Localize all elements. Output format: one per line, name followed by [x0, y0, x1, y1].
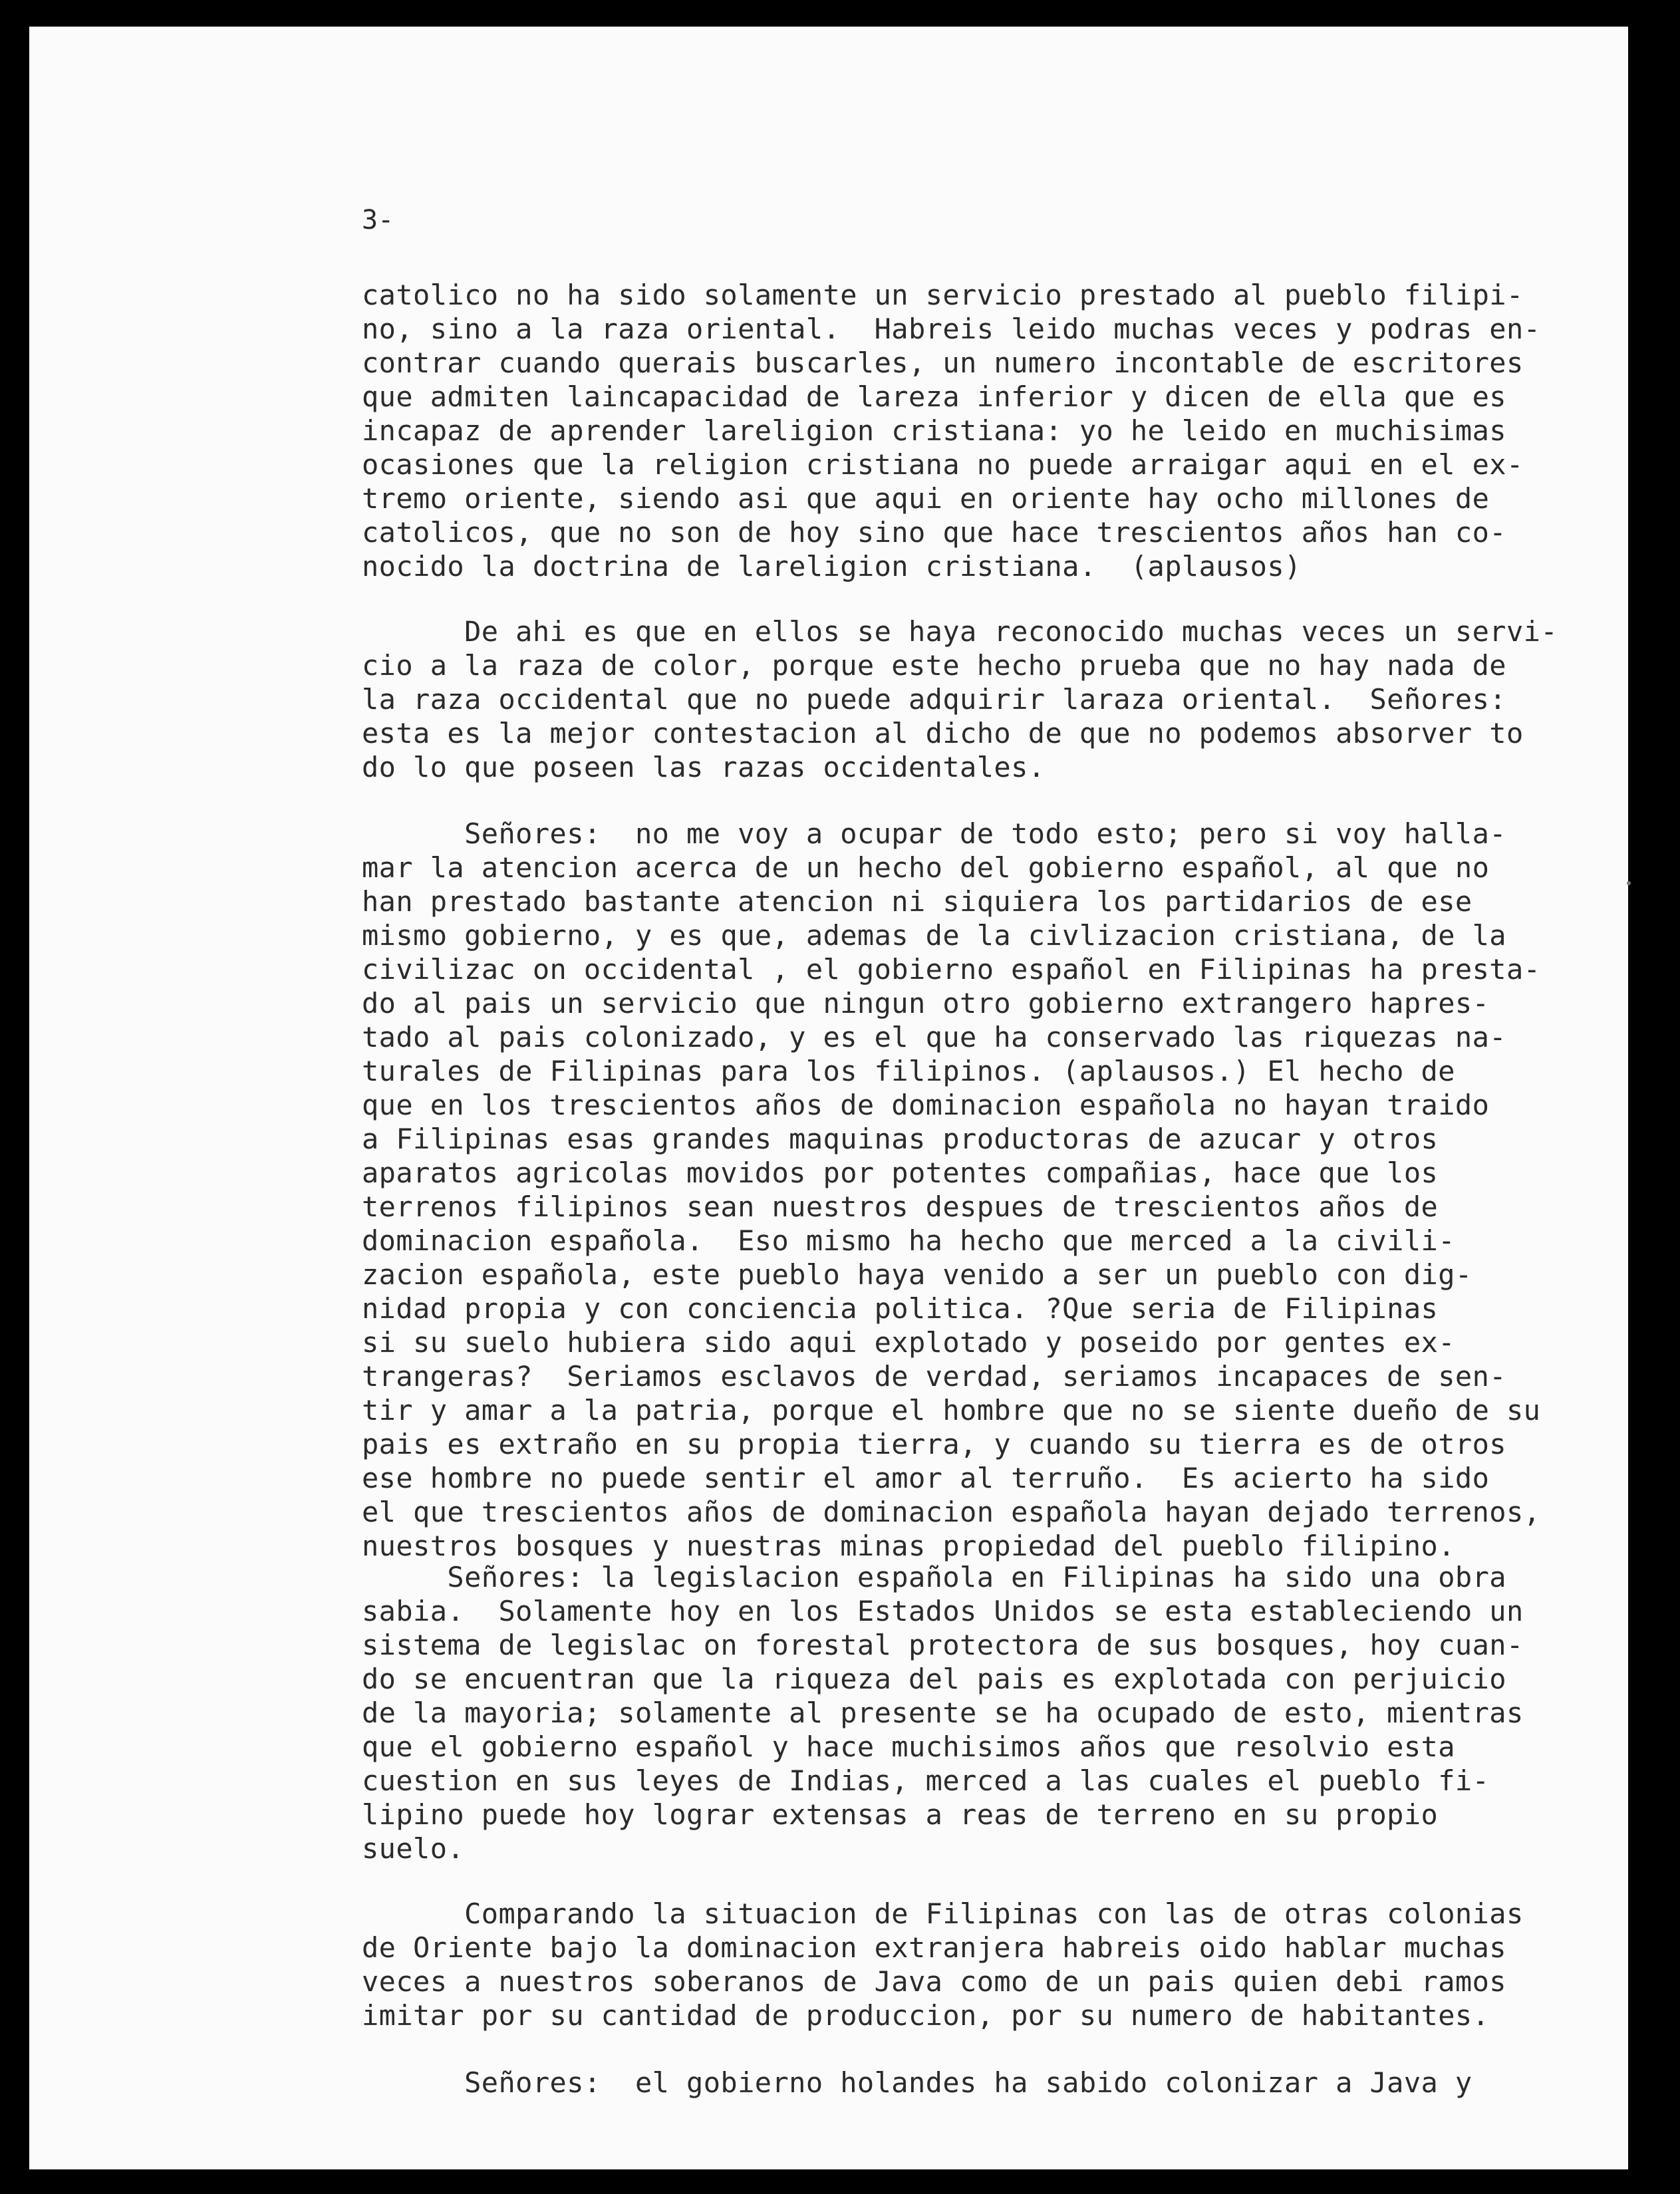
text-line: terrenos filipinos sean nuestros despues de trescientos años de: [362, 1190, 1439, 1223]
text-line: cuestion en sus leyes de Indias, merced a las cuales el pueblo fi-: [362, 1764, 1490, 1797]
paragraph-3: [362, 817, 1599, 1563]
text-line: sistema de legislac on forestal protectora de sus bosques, hoy cuan-: [362, 1629, 1524, 1661]
text-line: catolico no ha sido solamente un servicio prestado al pueblo filipi-: [362, 279, 1524, 311]
text-line: aparatos agricolas movidos por potentes compañias, hace que los: [362, 1157, 1439, 1189]
text-line: de Oriente bajo la dominacion extranjera habreis oido hablar muchas: [362, 1931, 1506, 1964]
text-line: nidad propia y con conciencia politica. ?Que seria de Filipinas: [362, 1292, 1439, 1325]
text-line: sabia. Solamente hoy en los Estados Unidos se esta estableciendo un: [362, 1595, 1524, 1627]
paragraph-4: [362, 1560, 1599, 1865]
text-line: de la mayoria; solamente al presente se ha ocupado de esto, mientras: [362, 1697, 1524, 1729]
text-line: Señores: no me voy a ocupar de todo esto; pero si voy halla-: [362, 817, 1506, 850]
text-line: tado al pais colonizado, y es el que ha conservado las riquezas na-: [362, 1021, 1506, 1053]
text-line: ocasiones que la religion cristiana no puede arraigar aqui en el ex-: [362, 448, 1524, 481]
text-line: civilizac on occidental , el gobierno español en Filipinas ha presta-: [362, 953, 1541, 986]
text-line: Señores: la legislacion española en Filipinas ha sido una obra: [362, 1561, 1506, 1593]
text-line: que en los trescientos años de dominacion española no hayan traido: [362, 1089, 1490, 1121]
text-line: De ahi es que en ellos se haya reconocido muchas veces un servi-: [362, 615, 1558, 648]
text-line: do se encuentran que la riqueza del pais es explotada con perjuicio: [362, 1663, 1506, 1695]
text-line: si su suelo hubiera sido aqui explotado y poseido por gentes ex-: [362, 1326, 1455, 1359]
text-line: trangeras? Seriamos esclavos de verdad, seriamos incapaces de sen-: [362, 1360, 1506, 1393]
paragraph-2: [362, 615, 1599, 784]
text-line: pais es extraño en su propia tierra, y cuando su tierra es de otros: [362, 1428, 1506, 1460]
text-line: suelo.: [362, 1832, 465, 1865]
ink-speck: [1627, 881, 1631, 885]
text-line: tremo oriente, siendo asi que aqui en oriente hay ocho millones de: [362, 482, 1490, 515]
paragraph-1: [362, 278, 1599, 583]
paragraph-5: [362, 1897, 1599, 2032]
text-line: no, sino a la raza oriental. Habreis leido muchas veces y podras en-: [362, 313, 1541, 345]
text-line: Comparando la situacion de Filipinas con las de otras colonias: [362, 1897, 1524, 1930]
text-line: Señores: el gobierno holandes ha sabido colonizar a Java y: [362, 2066, 1472, 2099]
text-line: que el gobierno español y hace muchisimos años que resolvio esta: [362, 1730, 1455, 1763]
text-line: nocido la doctrina de lareligion cristiana. (aplausos): [362, 550, 1302, 583]
text-line: catolicos, que no son de hoy sino que hace trescientos años han co-: [362, 516, 1506, 549]
text-line: que admiten laincapacidad de lareza inferior y dicen de ella que es: [362, 380, 1506, 413]
text-line: lipino puede hoy lograr extensas a reas de terreno en su propio: [362, 1798, 1439, 1831]
text-line: incapaz de aprender lareligion cristiana: yo he leido en muchisimas: [362, 414, 1506, 447]
paragraph-6: [362, 2066, 1599, 2100]
text-line: veces a nuestros soberanos de Java como de un pais quien debi ramos: [362, 1965, 1506, 1998]
text-line: el que trescientos años de dominacion española hayan dejado terrenos,: [362, 1496, 1541, 1528]
text-line: ese hombre no puede sentir el amor al terruño. Es acierto ha sido: [362, 1462, 1490, 1494]
text-line: do al pais un servicio que ningun otro gobierno extrangero hapres-: [362, 987, 1490, 1020]
text-line: la raza occidental que no puede adquirir laraza oriental. Señores:: [362, 683, 1506, 716]
text-line: han prestado bastante atencion ni siquiera los partidarios de ese: [362, 885, 1472, 918]
text-line: mismo gobierno, y es que, ademas de la civlizacion cristiana, de la: [362, 919, 1506, 952]
text-line: turales de Filipinas para los filipinos. (aplausos.) El hecho de: [362, 1055, 1455, 1087]
text-line: cio a la raza de color, porque este hecho prueba que no hay nada de: [362, 649, 1506, 682]
text-line: tir y amar a la patria, porque el hombre que no se siente dueño de su: [362, 1394, 1541, 1427]
text-line: nuestros bosques y nuestras minas propiedad del pueblo filipino.: [362, 1530, 1455, 1562]
text-line: contrar cuando querais buscarles, un numero incontable de escritores: [362, 346, 1524, 379]
text-line: imitar por su cantidad de produccion, por su numero de habitantes.: [362, 1999, 1490, 2032]
text-line: dominacion española. Eso mismo ha hecho que merced a la civili-: [362, 1224, 1455, 1257]
text-line: do lo que poseen las razas occidentales.: [362, 751, 1046, 783]
text-line: esta es la mejor contestacion al dicho de que no podemos absorver to: [362, 717, 1524, 750]
page-number: 3-: [362, 205, 394, 235]
document-page: [29, 27, 1628, 2169]
text-line: mar la atencion acerca de un hecho del gobierno español, al que no: [362, 851, 1490, 884]
text-line: zacion española, este pueblo haya venido a ser un pueblo con dig-: [362, 1258, 1472, 1291]
text-line: a Filipinas esas grandes maquinas productoras de azucar y otros: [362, 1123, 1439, 1155]
